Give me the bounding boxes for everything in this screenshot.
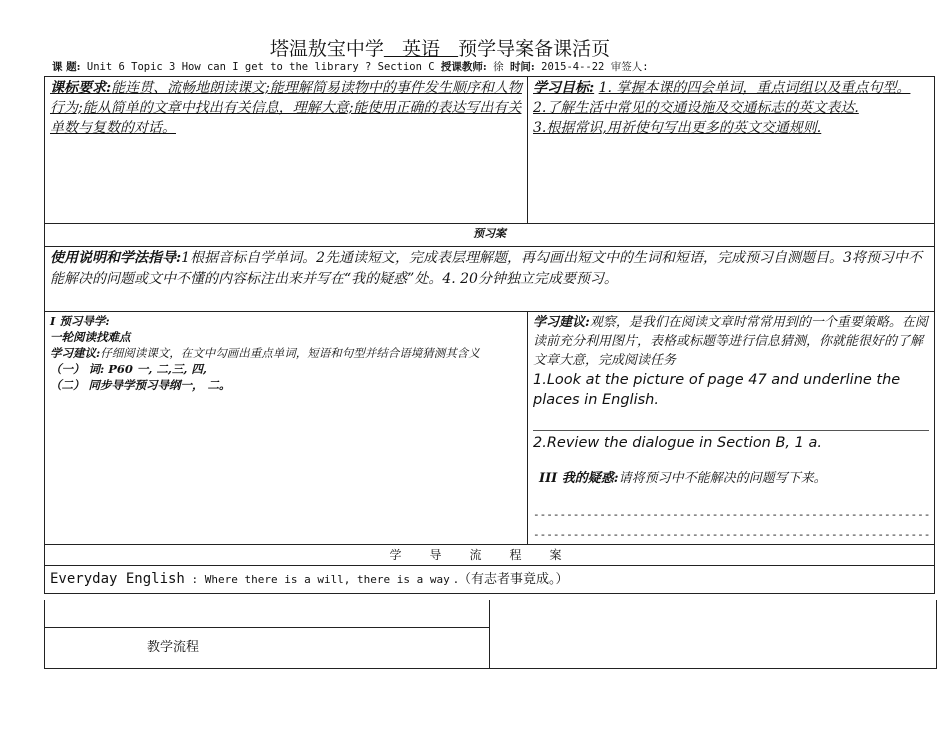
vocab-item: （一） 词: P60 一, 二,三, 四, [50,362,207,376]
goal-3: 3.根据常识,用祈使句写出更多的英文交通规则. [533,120,822,136]
process-label: 教学流程 [147,640,200,655]
preview-guide-heading: I 预习导学: [50,314,110,328]
answer-line [533,410,929,431]
right-advice-text: 观察，是我们在阅读文章时常常用到的一个重要策略。在阅读前充分利用图片，表格或标题等进行信息猜测，你就能很好的了解文章大意，完成阅读任务 [533,315,928,368]
preview-guide-cell [45,312,528,545]
instructions-label: 使用说明和学法指导: [50,250,182,266]
everyday-english [45,566,935,594]
task-1: 1.Look at the picture of page 47 and underline the places in English. [533,372,901,408]
goals-label: 学习目标: [533,80,595,96]
requirements-text: 能连贯、流畅地朗读课文;能理解简易读物中的事件发生顺序和人物行为;能从简单的文章中找出有关信息，理解大意;能使用正确的表达写出有关单数与复数的对话。 [50,80,522,136]
meta-line [52,59,649,74]
lesson-table [44,76,935,594]
goals-cell [528,77,935,224]
guide-item: （二） 同步导学预习导纲一， 二。 [50,378,231,392]
everyday-translation: .（有志者事竟成。） [449,572,569,587]
flow-title: 学导流程案 [45,545,935,566]
goal-2: 2.了解生活中常见的交通设施及交通标志的英文表达. [533,100,859,116]
right-advice [533,313,929,370]
right-advice-label: 学习建议: [533,315,590,330]
task-2: 2.Review the dialogue in Section B, 1 a. [533,435,822,451]
left-advice-text: 仔细阅读课文，在文中勾画出重点单词，短语和句型并结合语境猜测其含义 [100,346,480,360]
page-title [0,34,880,61]
instructions-text: 1根据音标自学单词。2先通读短文，完成表层理解题，再勾画出短文中的生词和短语，完成预习自测题目。3将预习中不能解决的问题或文中不懂的内容标注出来并写在“我的疑惑”处。4. 20分钟独立完成要预习。 [50,250,922,287]
topic-label: 课 题: [52,61,81,73]
dash-line-1: ------------------------------------------------------------ [533,508,931,521]
requirements-cell [45,77,528,224]
everyday-text: Where there is a will, there is a way [204,573,450,586]
school-name: 塔温敖宝中学 [269,38,384,60]
divider [489,600,490,668]
divider [45,627,489,628]
left-advice-label: 学习建议: [50,346,101,360]
dash-line-2: ------------------------------------------------------------ [533,528,931,541]
teacher-value: 徐 [493,61,504,73]
subject-name: 英语 [401,38,440,60]
reviewer-label: 审签人: [610,61,649,73]
subject-underline [384,38,458,60]
date-label: 时间: [509,61,535,73]
doubt-text: 请将预习中不能解决的问题写下来。 [618,471,827,486]
everyday-label: Everyday English [50,571,185,587]
everyday-sep: : [184,573,205,586]
goal-1: 1. 掌握本课的四会单词，重点词组以及重点句型。 [598,80,911,96]
reading-subheading: 一轮阅读找难点 [50,330,131,344]
teacher-label: 授课教师: [440,61,487,73]
reading-task-cell [528,312,935,545]
left-advice [50,345,522,361]
process-area [44,600,937,669]
doc-title: 预学导案备课活页 [458,38,611,60]
instructions-cell [45,247,935,312]
requirements-label: 课标要求: [50,80,112,96]
preview-title: 预习案 [45,224,935,247]
date-value: 2015-4--22 [541,61,605,73]
topic-value: Unit 6 Topic 3 How can I get to the library ? Section C [86,61,435,73]
doubt-section [533,471,929,487]
doubt-label: III 我的疑惑: [539,471,619,486]
